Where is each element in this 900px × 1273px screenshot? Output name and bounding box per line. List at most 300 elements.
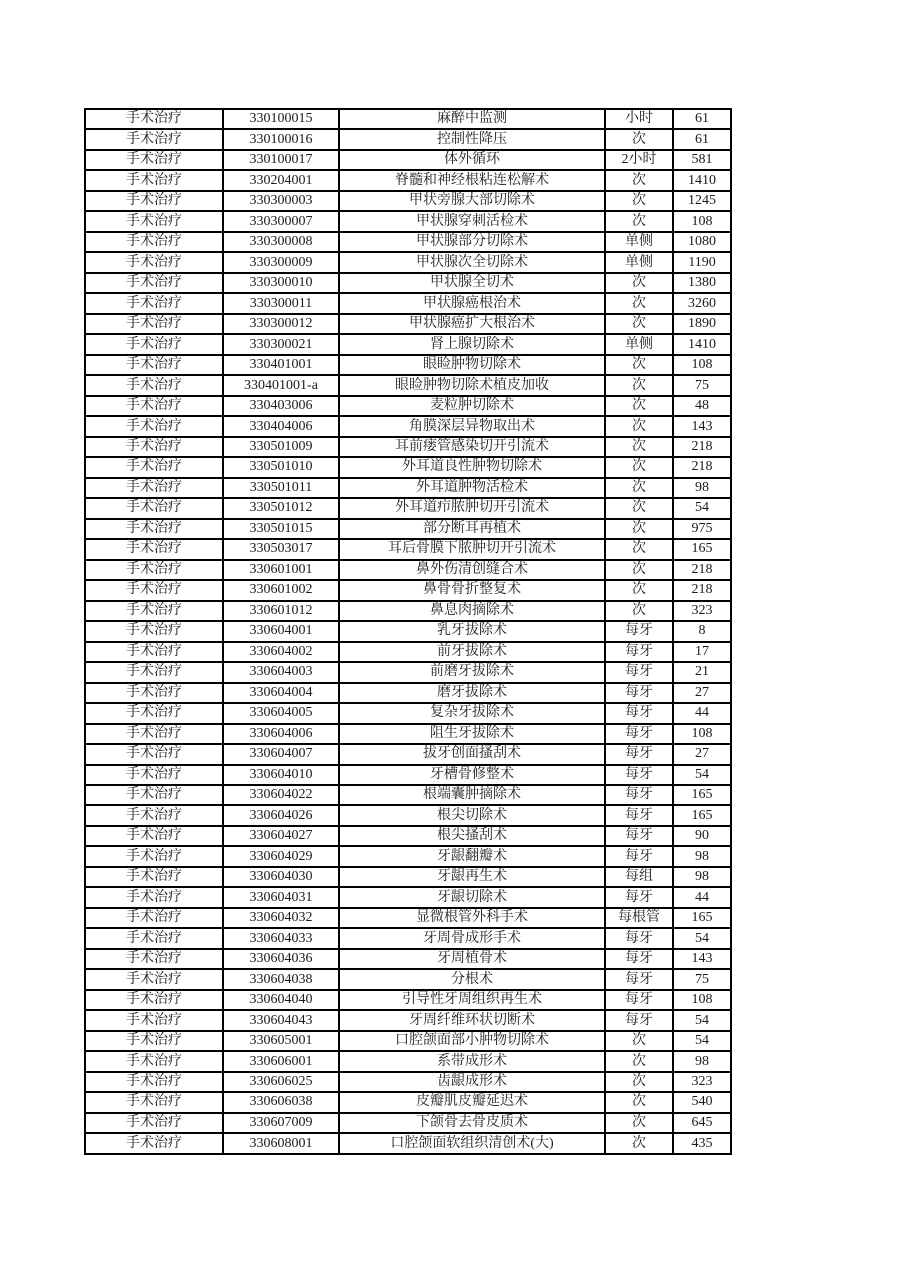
cell-code: 330100017: [223, 150, 339, 170]
table-row: [85, 621, 731, 641]
cell-unit: 次: [605, 375, 673, 395]
cell-code: 330403006: [223, 396, 339, 416]
cell-price: 98: [673, 1051, 731, 1071]
cell-code: 330604027: [223, 826, 339, 846]
table-row: [85, 314, 731, 334]
cell-category: 手术治疗: [85, 416, 223, 436]
cell-category: 手术治疗: [85, 826, 223, 846]
cell-price: 61: [673, 109, 731, 129]
cell-price: 27: [673, 683, 731, 703]
table-row: [85, 170, 731, 190]
cell-code: 330503017: [223, 539, 339, 559]
cell-code: 330300010: [223, 273, 339, 293]
cell-code: 330606001: [223, 1051, 339, 1071]
cell-name: 甲状腺次全切除术: [339, 252, 605, 272]
cell-code: 330401001: [223, 355, 339, 375]
cell-price: 44: [673, 887, 731, 907]
cell-category: 手术治疗: [85, 744, 223, 764]
cell-unit: 每根管: [605, 908, 673, 928]
cell-price: 323: [673, 1072, 731, 1092]
cell-unit: 小时: [605, 109, 673, 129]
table-row: [85, 334, 731, 354]
cell-category: 手术治疗: [85, 252, 223, 272]
cell-price: 108: [673, 355, 731, 375]
cell-code: 330300009: [223, 252, 339, 272]
cell-unit: 次: [605, 1031, 673, 1051]
cell-unit: 次: [605, 314, 673, 334]
cell-name: 牙龈翻瓣术: [339, 846, 605, 866]
cell-unit: 每牙: [605, 683, 673, 703]
cell-unit: 次: [605, 437, 673, 457]
cell-code: 330204001: [223, 170, 339, 190]
cell-price: 54: [673, 765, 731, 785]
cell-price: 54: [673, 1031, 731, 1051]
cell-category: 手术治疗: [85, 170, 223, 190]
cell-category: 手术治疗: [85, 498, 223, 518]
cell-category: 手术治疗: [85, 1113, 223, 1133]
cell-code: 330605001: [223, 1031, 339, 1051]
cell-code: 330501009: [223, 437, 339, 457]
cell-price: 1380: [673, 273, 731, 293]
cell-code: 330501015: [223, 519, 339, 539]
cell-price: 540: [673, 1092, 731, 1112]
cell-unit: 次: [605, 601, 673, 621]
cell-name: 控制性降压: [339, 129, 605, 149]
cell-code: 330604003: [223, 662, 339, 682]
price-table-body: [85, 109, 731, 1154]
cell-category: 手术治疗: [85, 1051, 223, 1071]
cell-price: 54: [673, 1010, 731, 1030]
cell-unit: 每牙: [605, 928, 673, 948]
cell-name: 耳后骨膜下脓肿切开引流术: [339, 539, 605, 559]
cell-category: 手术治疗: [85, 1010, 223, 1030]
cell-name: 甲状腺全切术: [339, 273, 605, 293]
table-row: [85, 1010, 731, 1030]
cell-name: 牙龈再生术: [339, 867, 605, 887]
table-row: [85, 580, 731, 600]
table-row: [85, 355, 731, 375]
cell-price: 645: [673, 1113, 731, 1133]
cell-unit: 次: [605, 1113, 673, 1133]
cell-category: 手术治疗: [85, 969, 223, 989]
cell-category: 手术治疗: [85, 805, 223, 825]
cell-unit: 每牙: [605, 949, 673, 969]
cell-name: 脊髓和神经根粘连松解术: [339, 170, 605, 190]
cell-code: 330604029: [223, 846, 339, 866]
cell-price: 218: [673, 457, 731, 477]
cell-category: 手术治疗: [85, 191, 223, 211]
cell-category: 手术治疗: [85, 232, 223, 252]
table-row: [85, 642, 731, 662]
table-row: [85, 416, 731, 436]
table-row: [85, 846, 731, 866]
table-row: [85, 867, 731, 887]
table-row: [85, 232, 731, 252]
cell-price: 218: [673, 580, 731, 600]
cell-category: 手术治疗: [85, 1092, 223, 1112]
cell-price: 1410: [673, 170, 731, 190]
cell-code: 330604010: [223, 765, 339, 785]
cell-category: 手术治疗: [85, 928, 223, 948]
cell-name: 磨牙拔除术: [339, 683, 605, 703]
cell-unit: 次: [605, 355, 673, 375]
cell-code: 330501011: [223, 478, 339, 498]
cell-price: 54: [673, 498, 731, 518]
cell-name: 牙龈切除术: [339, 887, 605, 907]
cell-unit: 2小时: [605, 150, 673, 170]
cell-unit: 次: [605, 1133, 673, 1154]
table-row: [85, 293, 731, 313]
table-row: [85, 805, 731, 825]
cell-code: 330606025: [223, 1072, 339, 1092]
cell-name: 甲状腺癌扩大根治术: [339, 314, 605, 334]
cell-unit: 次: [605, 560, 673, 580]
cell-name: 分根术: [339, 969, 605, 989]
cell-code: 330501012: [223, 498, 339, 518]
table-row: [85, 990, 731, 1010]
cell-category: 手术治疗: [85, 580, 223, 600]
cell-name: 根尖搔刮术: [339, 826, 605, 846]
cell-category: 手术治疗: [85, 519, 223, 539]
cell-unit: 单侧: [605, 252, 673, 272]
cell-category: 手术治疗: [85, 539, 223, 559]
table-row: [85, 1031, 731, 1051]
table-row: [85, 1051, 731, 1071]
cell-code: 330501010: [223, 457, 339, 477]
cell-code: 330607009: [223, 1113, 339, 1133]
cell-name: 眼睑肿物切除术: [339, 355, 605, 375]
cell-name: 根尖切除术: [339, 805, 605, 825]
cell-unit: 次: [605, 170, 673, 190]
cell-price: 54: [673, 928, 731, 948]
cell-name: 耳前瘘管感染切开引流术: [339, 437, 605, 457]
cell-unit: 每牙: [605, 642, 673, 662]
cell-category: 手术治疗: [85, 683, 223, 703]
cell-unit: 次: [605, 273, 673, 293]
table-row: [85, 908, 731, 928]
cell-category: 手术治疗: [85, 867, 223, 887]
cell-unit: 次: [605, 1072, 673, 1092]
cell-code: 330601001: [223, 560, 339, 580]
cell-price: 75: [673, 969, 731, 989]
table-row: [85, 785, 731, 805]
table-row: [85, 1133, 731, 1154]
cell-price: 21: [673, 662, 731, 682]
cell-unit: 单侧: [605, 334, 673, 354]
table-row: [85, 601, 731, 621]
cell-unit: 次: [605, 457, 673, 477]
table-row: [85, 211, 731, 231]
price-table: [84, 108, 732, 1155]
cell-price: 44: [673, 703, 731, 723]
cell-unit: 次: [605, 1051, 673, 1071]
cell-category: 手术治疗: [85, 457, 223, 477]
cell-name: 甲状腺穿刺活检术: [339, 211, 605, 231]
cell-name: 牙周纤维环状切断术: [339, 1010, 605, 1030]
cell-price: 61: [673, 129, 731, 149]
cell-unit: 次: [605, 293, 673, 313]
cell-unit: 每牙: [605, 990, 673, 1010]
cell-code: 330604040: [223, 990, 339, 1010]
cell-code: 330300011: [223, 293, 339, 313]
cell-unit: 次: [605, 1092, 673, 1112]
table-row: [85, 887, 731, 907]
cell-category: 手术治疗: [85, 375, 223, 395]
table-row: [85, 703, 731, 723]
cell-code: 330604006: [223, 724, 339, 744]
cell-category: 手术治疗: [85, 949, 223, 969]
cell-category: 手术治疗: [85, 662, 223, 682]
cell-name: 鼻骨骨折整复术: [339, 580, 605, 600]
cell-unit: 每牙: [605, 846, 673, 866]
cell-name: 外耳道疖脓肿切开引流术: [339, 498, 605, 518]
cell-price: 90: [673, 826, 731, 846]
cell-unit: 次: [605, 539, 673, 559]
cell-code: 330100016: [223, 129, 339, 149]
cell-code: 330300007: [223, 211, 339, 231]
cell-price: 218: [673, 560, 731, 580]
cell-name: 甲状旁腺大部切除术: [339, 191, 605, 211]
cell-unit: 次: [605, 519, 673, 539]
cell-code: 330404006: [223, 416, 339, 436]
table-row: [85, 1113, 731, 1133]
cell-code: 330604036: [223, 949, 339, 969]
cell-name: 牙槽骨修整术: [339, 765, 605, 785]
cell-unit: 每牙: [605, 969, 673, 989]
cell-name: 口腔颌面软组织清创术(大): [339, 1133, 605, 1154]
cell-code: 330601012: [223, 601, 339, 621]
table-row: [85, 724, 731, 744]
cell-unit: 每牙: [605, 887, 673, 907]
cell-name: 复杂牙拔除术: [339, 703, 605, 723]
cell-category: 手术治疗: [85, 273, 223, 293]
cell-price: 581: [673, 150, 731, 170]
cell-price: 98: [673, 846, 731, 866]
cell-category: 手术治疗: [85, 642, 223, 662]
cell-category: 手术治疗: [85, 724, 223, 744]
cell-name: 甲状腺部分切除术: [339, 232, 605, 252]
cell-price: 3260: [673, 293, 731, 313]
cell-price: 143: [673, 416, 731, 436]
table-row: [85, 1072, 731, 1092]
cell-category: 手术治疗: [85, 990, 223, 1010]
cell-price: 108: [673, 990, 731, 1010]
cell-category: 手术治疗: [85, 1072, 223, 1092]
cell-category: 手术治疗: [85, 211, 223, 231]
cell-price: 165: [673, 785, 731, 805]
cell-name: 麻醉中监测: [339, 109, 605, 129]
table-row: [85, 457, 731, 477]
cell-category: 手术治疗: [85, 1133, 223, 1154]
cell-category: 手术治疗: [85, 150, 223, 170]
cell-name: 下颌骨去骨皮质术: [339, 1113, 605, 1133]
table-row: [85, 539, 731, 559]
cell-category: 手术治疗: [85, 355, 223, 375]
cell-unit: 次: [605, 129, 673, 149]
table-row: [85, 928, 731, 948]
cell-price: 435: [673, 1133, 731, 1154]
table-row: [85, 519, 731, 539]
cell-name: 牙周植骨术: [339, 949, 605, 969]
cell-unit: 每组: [605, 867, 673, 887]
cell-name: 体外循环: [339, 150, 605, 170]
cell-price: 975: [673, 519, 731, 539]
table-row: [85, 273, 731, 293]
cell-unit: 次: [605, 478, 673, 498]
cell-price: 8: [673, 621, 731, 641]
cell-price: 48: [673, 396, 731, 416]
table-row: [85, 969, 731, 989]
table-row: [85, 498, 731, 518]
cell-category: 手术治疗: [85, 560, 223, 580]
table-row: [85, 437, 731, 457]
cell-category: 手术治疗: [85, 765, 223, 785]
cell-unit: 每牙: [605, 703, 673, 723]
table-row: [85, 662, 731, 682]
cell-category: 手术治疗: [85, 396, 223, 416]
cell-unit: 每牙: [605, 805, 673, 825]
cell-code: 330401001-a: [223, 375, 339, 395]
cell-code: 330604002: [223, 642, 339, 662]
table-row: [85, 478, 731, 498]
cell-name: 皮瓣肌皮瓣延迟术: [339, 1092, 605, 1112]
cell-code: 330604043: [223, 1010, 339, 1030]
table-row: [85, 560, 731, 580]
table-row: [85, 826, 731, 846]
cell-name: 拔牙创面搔刮术: [339, 744, 605, 764]
cell-price: 1410: [673, 334, 731, 354]
cell-unit: 次: [605, 211, 673, 231]
cell-unit: 每牙: [605, 662, 673, 682]
table-row: [85, 129, 731, 149]
cell-unit: 次: [605, 580, 673, 600]
cell-code: 330604032: [223, 908, 339, 928]
cell-unit: 每牙: [605, 785, 673, 805]
table-row: [85, 191, 731, 211]
cell-category: 手术治疗: [85, 846, 223, 866]
cell-unit: 每牙: [605, 765, 673, 785]
cell-code: 330606038: [223, 1092, 339, 1112]
cell-price: 1080: [673, 232, 731, 252]
cell-category: 手术治疗: [85, 908, 223, 928]
cell-price: 165: [673, 908, 731, 928]
cell-code: 330300008: [223, 232, 339, 252]
cell-price: 165: [673, 539, 731, 559]
cell-name: 口腔颌面部小肿物切除术: [339, 1031, 605, 1051]
cell-unit: 次: [605, 416, 673, 436]
cell-price: 143: [673, 949, 731, 969]
cell-category: 手术治疗: [85, 437, 223, 457]
cell-code: 330604022: [223, 785, 339, 805]
cell-name: 引导性牙周组织再生术: [339, 990, 605, 1010]
cell-name: 鼻外伤清创缝合术: [339, 560, 605, 580]
cell-price: 1890: [673, 314, 731, 334]
cell-code: 330604001: [223, 621, 339, 641]
cell-price: 1190: [673, 252, 731, 272]
cell-code: 330604031: [223, 887, 339, 907]
table-row: [85, 1092, 731, 1112]
table-row: [85, 150, 731, 170]
cell-category: 手术治疗: [85, 314, 223, 334]
cell-category: 手术治疗: [85, 129, 223, 149]
cell-name: 牙周骨成形手术: [339, 928, 605, 948]
table-row: [85, 949, 731, 969]
cell-code: 330100015: [223, 109, 339, 129]
cell-name: 乳牙拔除术: [339, 621, 605, 641]
cell-category: 手术治疗: [85, 601, 223, 621]
cell-unit: 次: [605, 498, 673, 518]
cell-name: 显微根管外科手术: [339, 908, 605, 928]
cell-price: 75: [673, 375, 731, 395]
cell-name: 眼睑肿物切除术植皮加收: [339, 375, 605, 395]
cell-category: 手术治疗: [85, 887, 223, 907]
cell-category: 手术治疗: [85, 703, 223, 723]
cell-unit: 每牙: [605, 826, 673, 846]
cell-name: 部分断耳再植术: [339, 519, 605, 539]
cell-name: 根端囊肿摘除术: [339, 785, 605, 805]
table-row: [85, 683, 731, 703]
cell-code: 330604004: [223, 683, 339, 703]
cell-name: 齿龈成形术: [339, 1072, 605, 1092]
cell-name: 外耳道良性肿物切除术: [339, 457, 605, 477]
cell-price: 108: [673, 211, 731, 231]
cell-price: 165: [673, 805, 731, 825]
cell-name: 甲状腺癌根治术: [339, 293, 605, 313]
cell-unit: 次: [605, 396, 673, 416]
cell-price: 108: [673, 724, 731, 744]
cell-price: 27: [673, 744, 731, 764]
table-row: [85, 744, 731, 764]
cell-code: 330604038: [223, 969, 339, 989]
table-row: [85, 252, 731, 272]
cell-code: 330601002: [223, 580, 339, 600]
table-row: [85, 765, 731, 785]
cell-price: 17: [673, 642, 731, 662]
cell-unit: 每牙: [605, 1010, 673, 1030]
cell-name: 前磨牙拔除术: [339, 662, 605, 682]
cell-name: 鼻息肉摘除术: [339, 601, 605, 621]
cell-unit: 次: [605, 191, 673, 211]
cell-price: 1245: [673, 191, 731, 211]
cell-name: 阻生牙拔除术: [339, 724, 605, 744]
cell-code: 330604030: [223, 867, 339, 887]
cell-unit: 每牙: [605, 621, 673, 641]
cell-unit: 每牙: [605, 724, 673, 744]
cell-name: 外耳道肿物活检术: [339, 478, 605, 498]
cell-price: 218: [673, 437, 731, 457]
cell-name: 麦粒肿切除术: [339, 396, 605, 416]
cell-price: 98: [673, 867, 731, 887]
cell-name: 前牙拔除术: [339, 642, 605, 662]
cell-category: 手术治疗: [85, 785, 223, 805]
table-row: [85, 396, 731, 416]
cell-category: 手术治疗: [85, 478, 223, 498]
cell-category: 手术治疗: [85, 334, 223, 354]
cell-unit: 单侧: [605, 232, 673, 252]
cell-code: 330604026: [223, 805, 339, 825]
cell-code: 330604033: [223, 928, 339, 948]
cell-code: 330608001: [223, 1133, 339, 1154]
table-row: [85, 109, 731, 129]
cell-category: 手术治疗: [85, 1031, 223, 1051]
table-row: [85, 375, 731, 395]
cell-code: 330300012: [223, 314, 339, 334]
cell-category: 手术治疗: [85, 293, 223, 313]
cell-name: 角膜深层异物取出术: [339, 416, 605, 436]
cell-unit: 每牙: [605, 744, 673, 764]
cell-code: 330604005: [223, 703, 339, 723]
cell-name: 肾上腺切除术: [339, 334, 605, 354]
